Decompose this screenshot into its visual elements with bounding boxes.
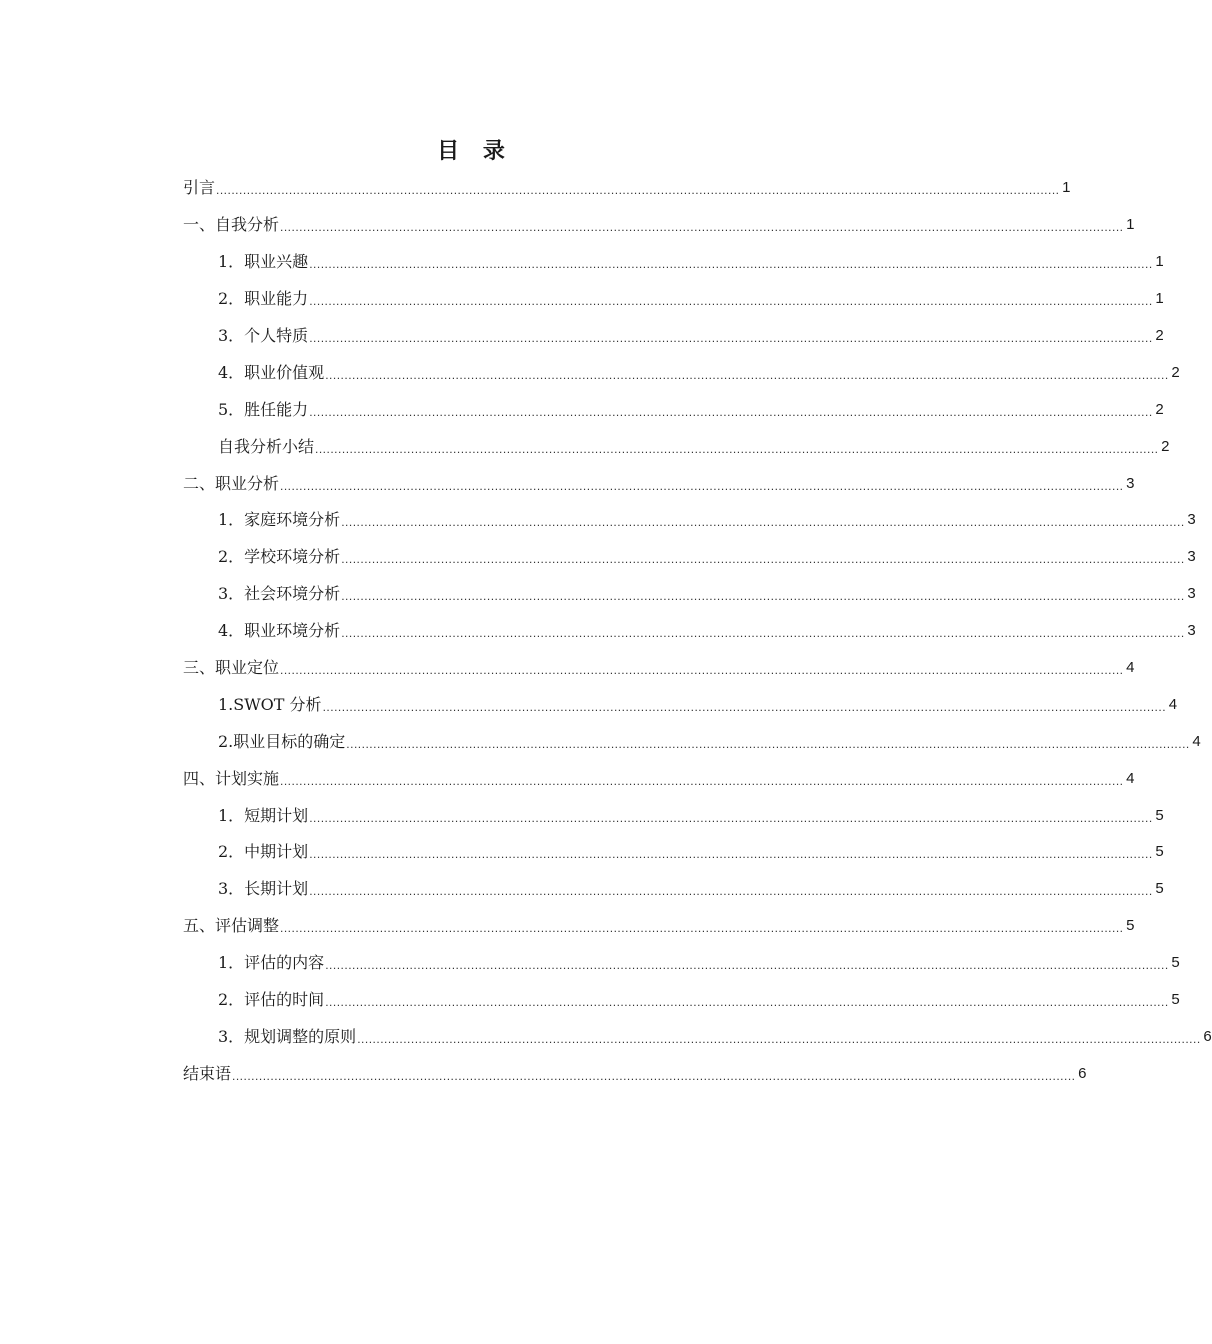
- toc-entry-label[interactable]: 2．职业能力: [218, 289, 309, 309]
- toc-dot-leader: ............................................................................................................................................................................................................................: [232, 1068, 1076, 1083]
- toc-entry-label[interactable]: 结束语: [183, 1063, 232, 1083]
- toc-page-number[interactable]: 4: [1192, 732, 1201, 750]
- toc-dot-leader: ............................................................................................................................................................................................................................: [341, 515, 1185, 530]
- toc-entry-label[interactable]: 自我分析小结: [218, 436, 315, 456]
- toc-page-number[interactable]: 6: [1203, 1027, 1212, 1045]
- toc-page-number[interactable]: 4: [1126, 659, 1135, 677]
- toc-title: 目 录: [437, 138, 513, 164]
- toc-entry[interactable]: [183, 539, 1196, 576]
- toc-dot-leader: ............................................................................................................................................................................................................................: [346, 736, 1190, 751]
- toc-entry-label[interactable]: 1．家庭环境分析: [218, 510, 341, 530]
- toc-entry[interactable]: [183, 465, 1135, 502]
- toc-dot-leader: ............................................................................................................................................................................................................................: [280, 921, 1124, 936]
- toc-entry-label[interactable]: 1．评估的内容: [218, 953, 325, 973]
- toc-dot-leader: ............................................................................................................................................................................................................................: [315, 441, 1159, 456]
- toc-dot-leader: ............................................................................................................................................................................................................................: [325, 367, 1169, 382]
- toc-entry[interactable]: [183, 1055, 1087, 1092]
- toc-dot-leader: ............................................................................................................................................................................................................................: [280, 773, 1124, 788]
- toc-dot-leader: ............................................................................................................................................................................................................................: [280, 220, 1124, 235]
- toc-entry[interactable]: [183, 391, 1164, 428]
- toc-dot-leader: ............................................................................................................................................................................................................................: [325, 995, 1169, 1010]
- toc-entry-label[interactable]: 2．中期计划: [218, 842, 309, 862]
- toc-entry[interactable]: [183, 834, 1164, 871]
- toc-entry-label[interactable]: 3．社会环境分析: [218, 584, 341, 604]
- toc-entry[interactable]: [183, 982, 1180, 1019]
- toc-dot-leader: ............................................................................................................................................................................................................................: [309, 294, 1153, 309]
- toc-entry[interactable]: [183, 576, 1196, 613]
- toc-entry[interactable]: [183, 281, 1164, 318]
- toc-entry-label[interactable]: 引言: [183, 178, 216, 198]
- toc-entry-label[interactable]: 4．职业环境分析: [218, 621, 341, 641]
- toc-entry-label[interactable]: 5．胜任能力: [218, 399, 309, 419]
- toc-page-number[interactable]: 5: [1171, 991, 1180, 1009]
- toc-page-number[interactable]: 1: [1155, 253, 1164, 271]
- table-of-contents: [183, 170, 1212, 1092]
- toc-page-number[interactable]: 2: [1155, 400, 1164, 418]
- toc-dot-leader: ............................................................................................................................................................................................................................: [280, 478, 1124, 493]
- toc-entry[interactable]: [183, 170, 1071, 207]
- toc-entry[interactable]: [183, 723, 1201, 760]
- toc-page-number[interactable]: 2: [1155, 327, 1164, 344]
- toc-entry-label[interactable]: 4．职业价值观: [218, 362, 325, 382]
- toc-page-number[interactable]: 3: [1187, 585, 1196, 603]
- toc-entry[interactable]: [183, 428, 1170, 465]
- toc-page-number[interactable]: 5: [1171, 954, 1180, 972]
- toc-page-number[interactable]: 1: [1062, 179, 1071, 197]
- toc-entry-label[interactable]: 2．评估的时间: [218, 990, 325, 1010]
- toc-page-number[interactable]: 2: [1171, 363, 1180, 381]
- toc-entry[interactable]: [183, 945, 1180, 982]
- toc-entry[interactable]: [183, 686, 1178, 723]
- toc-entry-label[interactable]: 3．长期计划: [218, 879, 309, 899]
- toc-entry[interactable]: [183, 797, 1164, 834]
- toc-dot-leader: ............................................................................................................................................................................................................................: [325, 958, 1169, 973]
- toc-dot-leader: ............................................................................................................................................................................................................................: [309, 884, 1153, 899]
- toc-page-number[interactable]: 5: [1155, 843, 1164, 861]
- toc-page-number[interactable]: 3: [1126, 474, 1135, 492]
- toc-page-number[interactable]: 4: [1126, 769, 1135, 787]
- toc-dot-leader: ............................................................................................................................................................................................................................: [357, 1031, 1201, 1046]
- toc-dot-leader: ............................................................................................................................................................................................................................: [309, 404, 1153, 419]
- toc-page-number[interactable]: 1: [1126, 216, 1135, 234]
- toc-entry[interactable]: [183, 650, 1135, 687]
- toc-dot-leader: ............................................................................................................................................................................................................................: [309, 331, 1153, 345]
- toc-dot-leader: ............................................................................................................................................................................................................................: [216, 183, 1060, 198]
- toc-entry-label[interactable]: 四、计划实施: [183, 768, 280, 788]
- toc-dot-leader: ............................................................................................................................................................................................................................: [341, 626, 1185, 641]
- toc-page-number[interactable]: 5: [1126, 917, 1135, 935]
- toc-entry[interactable]: [183, 207, 1135, 244]
- toc-entry[interactable]: [183, 613, 1196, 650]
- toc-entry-label[interactable]: 3．规划调整的原则: [218, 1026, 357, 1046]
- toc-page-number[interactable]: 1: [1155, 290, 1164, 308]
- toc-entry-label[interactable]: 2．学校环境分析: [218, 547, 341, 567]
- toc-page-number[interactable]: 5: [1155, 806, 1164, 824]
- toc-dot-leader: ............................................................................................................................................................................................................................: [280, 663, 1124, 678]
- toc-entry[interactable]: [183, 354, 1180, 391]
- toc-entry-label[interactable]: 五、评估调整: [183, 916, 280, 936]
- toc-dot-leader: ............................................................................................................................................................................................................................: [309, 810, 1153, 825]
- toc-entry-label[interactable]: 一、自我分析: [183, 215, 280, 235]
- toc-dot-leader: ............................................................................................................................................................................................................................: [341, 552, 1185, 567]
- toc-entry[interactable]: [183, 318, 1164, 355]
- toc-dot-leader: ............................................................................................................................................................................................................................: [309, 847, 1153, 862]
- toc-entry[interactable]: [183, 502, 1196, 539]
- toc-entry[interactable]: [183, 244, 1164, 281]
- toc-entry-label[interactable]: 1．职业兴趣: [218, 252, 309, 272]
- toc-entry[interactable]: [183, 760, 1135, 797]
- toc-entry-label[interactable]: 1．短期计划: [218, 805, 309, 825]
- toc-entry-label[interactable]: 三、职业定位: [183, 658, 280, 678]
- toc-entry-label[interactable]: 1.SWOT 分析: [218, 694, 322, 714]
- toc-page-number[interactable]: 4: [1168, 695, 1178, 713]
- toc-dot-leader: ............................................................................................................................................................................................................................: [322, 699, 1167, 714]
- toc-entry[interactable]: [183, 908, 1135, 945]
- toc-dot-leader: ............................................................................................................................................................................................................................: [309, 257, 1153, 272]
- toc-page-number[interactable]: 3: [1187, 548, 1196, 566]
- toc-entry[interactable]: [183, 1018, 1212, 1055]
- toc-dot-leader: ............................................................................................................................................................................................................................: [341, 589, 1185, 604]
- toc-entry-label[interactable]: 2.职业目标的确定: [218, 731, 346, 751]
- toc-entry-label[interactable]: 二、职业分析: [183, 473, 280, 493]
- toc-page-number[interactable]: 5: [1155, 880, 1164, 898]
- toc-page-number[interactable]: 3: [1187, 511, 1196, 529]
- toc-entry-label[interactable]: 3．个人特质: [218, 326, 309, 345]
- toc-page-number[interactable]: 6: [1078, 1064, 1087, 1082]
- toc-entry[interactable]: [183, 871, 1164, 908]
- toc-page-number[interactable]: 2: [1161, 437, 1170, 455]
- toc-page-number[interactable]: 3: [1187, 622, 1196, 640]
